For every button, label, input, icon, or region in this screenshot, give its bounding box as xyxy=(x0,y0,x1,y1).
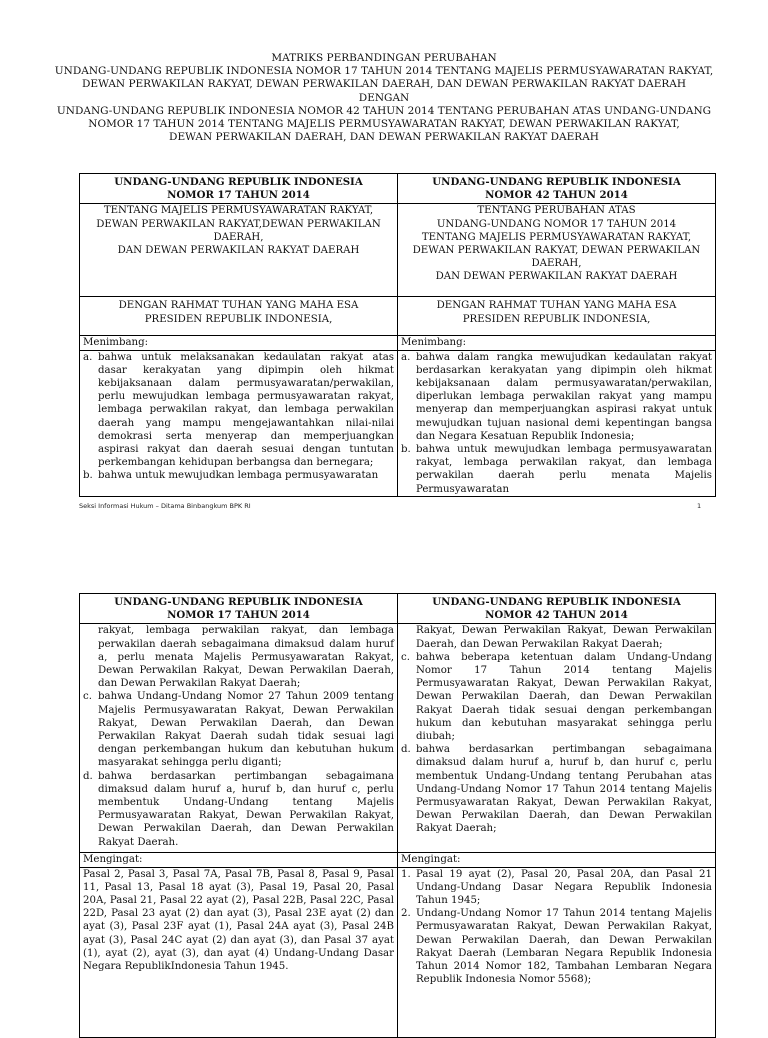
title-line: UNDANG-UNDANG NOMOR 17 TAHUN 2014 xyxy=(436,218,677,230)
item-marker: d. xyxy=(83,770,93,782)
title-row xyxy=(80,204,716,297)
left-rahmat xyxy=(80,297,398,336)
item-text: bahwa beberapa ketentuan dalam Undang-Undang Nomor 17 Tahun 2014 tentang Majelis Permusyawaratan Rakyat, Dewan Perwakilan Rakyat, Dewan Perwakilan Daerah, dan Dewan Perwakilan Rakyat Daerah tidak sesuai dengan perkembangan hukum dan kebutuhan masyarakat sehingga perlu diubah; xyxy=(416,651,712,743)
item-text: Pasal 19 ayat (2), Pasal 20, Pasal 20A, dan Pasal 21 Undang-Undang Dasar Negara Republik Indonesia Tahun 1945; xyxy=(416,868,712,907)
title-line: DEWAN PERWAKILAN RAKYAT,DEWAN PERWAKILAN xyxy=(96,218,381,230)
header-line: UNDANG-UNDANG REPUBLIK INDONESIA NOMOR 17 TAHUN 2014 TENTANG MAJELIS PERMUSYAWARATAN RAKYAT, xyxy=(54,65,714,78)
rahmat-row xyxy=(80,297,716,336)
left-menimbang-continuation xyxy=(80,624,398,853)
header-line: DEWAN PERWAKILAN RAKYAT, DEWAN PERWAKILAN DAERAH, DAN DEWAN PERWAKILAN RAKYAT DAERAH xyxy=(81,78,687,91)
rahmat-line: DENGAN RAHMAT TUHAN YANG MAHA ESA xyxy=(118,300,359,312)
right-mengingat-label: Mengingat: xyxy=(398,853,716,867)
right-column-header xyxy=(398,594,716,624)
header-line: DEWAN PERWAKILAN DAERAH, DAN DEWAN PERWAKILAN RAKYAT DAERAH xyxy=(169,131,599,144)
column-header-row xyxy=(80,174,716,204)
continuation-text: rakyat, lembaga perwakilan rakyat, dan lembaga perwakilan daerah sebagaimana dimaksud dalam huruf a, perlu menata Majelis Permusyawaratan Rakyat, Dewan Perwakilan Rakyat, Dewan Perwakilan Daerah, dan Dewan Perwakilan Rakyat Daerah; xyxy=(98,625,394,690)
left-menimbang-content xyxy=(80,350,398,496)
item-marker: b. xyxy=(401,444,411,456)
left-menimbang-label: Menimbang: xyxy=(80,336,398,350)
rahmat-line: DENGAN RAHMAT TUHAN YANG MAHA ESA xyxy=(436,300,677,312)
left-header-line: NOMOR 17 TAHUN 2014 xyxy=(167,189,310,202)
right-column-header xyxy=(398,174,716,204)
menimbang-continuation-row xyxy=(80,624,716,853)
right-law-title xyxy=(398,204,716,297)
item-text: bahwa Undang-Undang Nomor 27 Tahun 2009 tentang Majelis Permusyawaratan Rakyat, Dewan Perwakilan Rakyat, Dewan Perwakilan Daerah, dan Dewan Perwakilan Rakyat Daerah sudah tidak sesuai lagi dengan perkembangan hukum dan kebutuhan hukum masyarakat sehingga perlu diganti; xyxy=(98,691,394,769)
right-mengingat-content xyxy=(398,867,716,1037)
list-item xyxy=(401,743,712,835)
rahmat-line: PRESIDEN REPUBLIK INDONESIA, xyxy=(144,313,333,325)
right-header-line: NOMOR 42 TAHUN 2014 xyxy=(485,609,628,622)
left-header-line: NOMOR 17 TAHUN 2014 xyxy=(167,609,310,622)
item-text: bahwa berdasarkan pertimbangan sebagaimana dimaksud dalam huruf a, huruf b, dan huruf c, perlu membentuk Undang-Undang tentang Perubahan atas Undang-Undang Nomor 17 Tahun 2014 tentang Majelis Permusyawaratan Rakyat, Dewan Perwakilan Rakyat, Dewan Perwakilan Daerah, dan Dewan Perwakilan Rakyat Daerah; xyxy=(416,744,712,835)
header-line: UNDANG-UNDANG REPUBLIK INDONESIA NOMOR 42 TAHUN 2014 TENTANG PERUBAHAN ATAS UNDANG-UNDANG xyxy=(56,104,712,117)
item-marker: d. xyxy=(401,744,411,756)
item-marker: 1. xyxy=(401,868,411,880)
title-line: DAN DEWAN PERWAKILAN RAKYAT DAERAH xyxy=(435,271,678,283)
continuation-text: Rakyat, Dewan Perwakilan Rakyat, Dewan Perwakilan Daerah, dan Dewan Perwakilan Rakyat Daerah; xyxy=(416,625,712,650)
list-item xyxy=(83,770,394,849)
item-marker: a. xyxy=(401,351,411,363)
list-item xyxy=(401,651,712,743)
mengingat-text: Pasal 2, Pasal 3, Pasal 7A, Pasal 7B, Pasal 8, Pasal 9, Pasal 11, Pasal 13, Pasal 18 ayat (3), Pasal 19, Pasal 20, Pasal 20A, Pasal 21, Pasal 22 ayat (2), Pasal 22B, Pasal 22C, Pasal 22D, Pasal 23 ayat (2) dan ayat (3), Pasal 23E ayat (2) dan ayat (3), Pasal 23F ayat (1), Pasal 24A ayat (3), Pasal 24B ayat (3), Pasal 24C ayat (2) dan ayat (3), dan Pasal 37 ayat (1), ayat (2), ayat (3), dan ayat (4) Undang-Undang Dasar Negara RepublikIndonesia Tahun 1945. xyxy=(83,868,394,973)
left-law-title xyxy=(80,204,398,297)
list-item xyxy=(83,690,394,769)
list-item xyxy=(401,443,712,496)
right-menimbang-continuation xyxy=(398,624,716,853)
left-column-header xyxy=(80,594,398,624)
right-header-line: NOMOR 42 TAHUN 2014 xyxy=(485,189,628,202)
left-column-header xyxy=(80,174,398,204)
item-marker: b. xyxy=(83,470,93,482)
left-header-line: UNDANG-UNDANG REPUBLIK INDONESIA xyxy=(114,596,363,608)
item-text: bahwa untuk melaksanakan kedaulatan rakyat atas dasar kerakyatan yang dipimpin oleh hikmat kebijaksanaan dalam permusyawaratan/perwakilan, perlu mewujudkan lembaga permusyawaratan rakyat, lembaga perwakilan rakyat, dan lembaga perwakilan daerah yang mampu mengejawantahkan nilai-nilai demokrasi serta menyerap dan memperjuangkan aspirasi rakyat dan daerah sesuai dengan tuntutan perkembangan kehidupan berbangsa dan bernegara; xyxy=(98,351,394,469)
item-marker: c. xyxy=(83,691,92,703)
item-text: bahwa untuk mewujudkan lembaga permusyawaratan rakyat, lembaga perwakilan rakyat, dan lembaga perwakilan daerah perlu menata Majelis Permusyawaratan xyxy=(416,444,712,495)
page-footer-source: Seksi Informasi Hukum – Ditama Binbangkum BPK RI xyxy=(79,502,251,510)
header-line: DENGAN xyxy=(358,91,410,104)
column-header-row xyxy=(80,594,716,624)
page-number: 1 xyxy=(697,502,702,510)
mengingat-label-row xyxy=(80,853,716,867)
item-text: bahwa berdasarkan pertimbangan sebagaimana dimaksud dalam huruf a, huruf b, dan huruf c, perlu membentuk Undang-Undang tentang Majelis Permusyawaratan Rakyat, Dewan Perwakilan Rakyat, Dewan Perwakilan Daerah, dan Dewan Perwakilan Rakyat Daerah. xyxy=(98,770,394,848)
menimbang-content-row xyxy=(80,350,716,496)
comparison-table-page-2 xyxy=(79,593,716,1038)
right-menimbang-content xyxy=(398,350,716,496)
list-item xyxy=(401,868,712,908)
header-line: NOMOR 17 TAHUN 2014 TENTANG MAJELIS PERMUSYAWARATAN RAKYAT, DEWAN PERWAKILAN RAKYAT, xyxy=(88,118,680,131)
item-text: bahwa untuk mewujudkan lembaga permusyawaratan xyxy=(98,470,379,482)
document-header xyxy=(0,52,768,144)
comparison-table-page-1 xyxy=(79,173,716,497)
list-item xyxy=(83,469,394,482)
right-menimbang-label: Menimbang: xyxy=(398,336,716,350)
left-mengingat-content xyxy=(80,867,398,1037)
title-line: TENTANG PERUBAHAN ATAS xyxy=(477,205,636,217)
list-item xyxy=(83,351,394,470)
list-item xyxy=(401,351,712,443)
right-header-line: UNDANG-UNDANG REPUBLIK INDONESIA xyxy=(432,596,681,608)
list-item xyxy=(401,907,712,986)
rahmat-line: PRESIDEN REPUBLIK INDONESIA, xyxy=(462,313,651,325)
header-line: MATRIKS PERBANDINGAN PERUBAHAN xyxy=(271,52,497,64)
menimbang-label-row xyxy=(80,336,716,350)
title-line: TENTANG MAJELIS PERMUSYAWARATAN RAKYAT, xyxy=(103,205,374,217)
title-line: DAERAH, xyxy=(213,231,264,243)
left-mengingat-label: Mengingat: xyxy=(80,853,398,867)
title-line: TENTANG MAJELIS PERMUSYAWARATAN RAKYAT, xyxy=(421,231,692,243)
title-line: DAN DEWAN PERWAKILAN RAKYAT DAERAH xyxy=(117,245,360,257)
mengingat-content-row xyxy=(80,867,716,1037)
item-text: Undang-Undang Nomor 17 Tahun 2014 tentang Majelis Permusyawaratan Rakyat, Dewan Perwakilan Rakyat, Dewan Perwakilan Daerah, dan Dewan Perwakilan Rakyat Daerah (Lembaran Negara Republik Indonesia Tahun 2014 Nomor 182, Tambahan Lembaran Negara Republik Indonesia Nomor 5568); xyxy=(416,908,712,986)
left-header-line: UNDANG-UNDANG REPUBLIK INDONESIA xyxy=(114,176,363,188)
item-marker: c. xyxy=(401,651,410,663)
title-line: DEWAN PERWAKILAN RAKYAT, DEWAN PERWAKILAN xyxy=(412,245,701,257)
item-marker: 2. xyxy=(401,908,411,920)
item-marker: a. xyxy=(83,351,93,363)
right-header-line: UNDANG-UNDANG REPUBLIK INDONESIA xyxy=(432,176,681,188)
title-line: DAERAH, xyxy=(531,258,582,270)
right-rahmat xyxy=(398,297,716,336)
item-text: bahwa dalam rangka mewujudkan kedaulatan rakyat berdasarkan kerakyatan yang dipimpin oleh hikmat kebijaksanaan dalam permusyawaratan/perwakilan, diperlukan lembaga perwakilan rakyat yang mampu menyerap dan memperjuangkan aspirasi rakyat untuk mewujudkan tujuan nasional demi kepentingan bangsa dan Negara Kesatuan Republik Indonesia; xyxy=(416,351,712,442)
